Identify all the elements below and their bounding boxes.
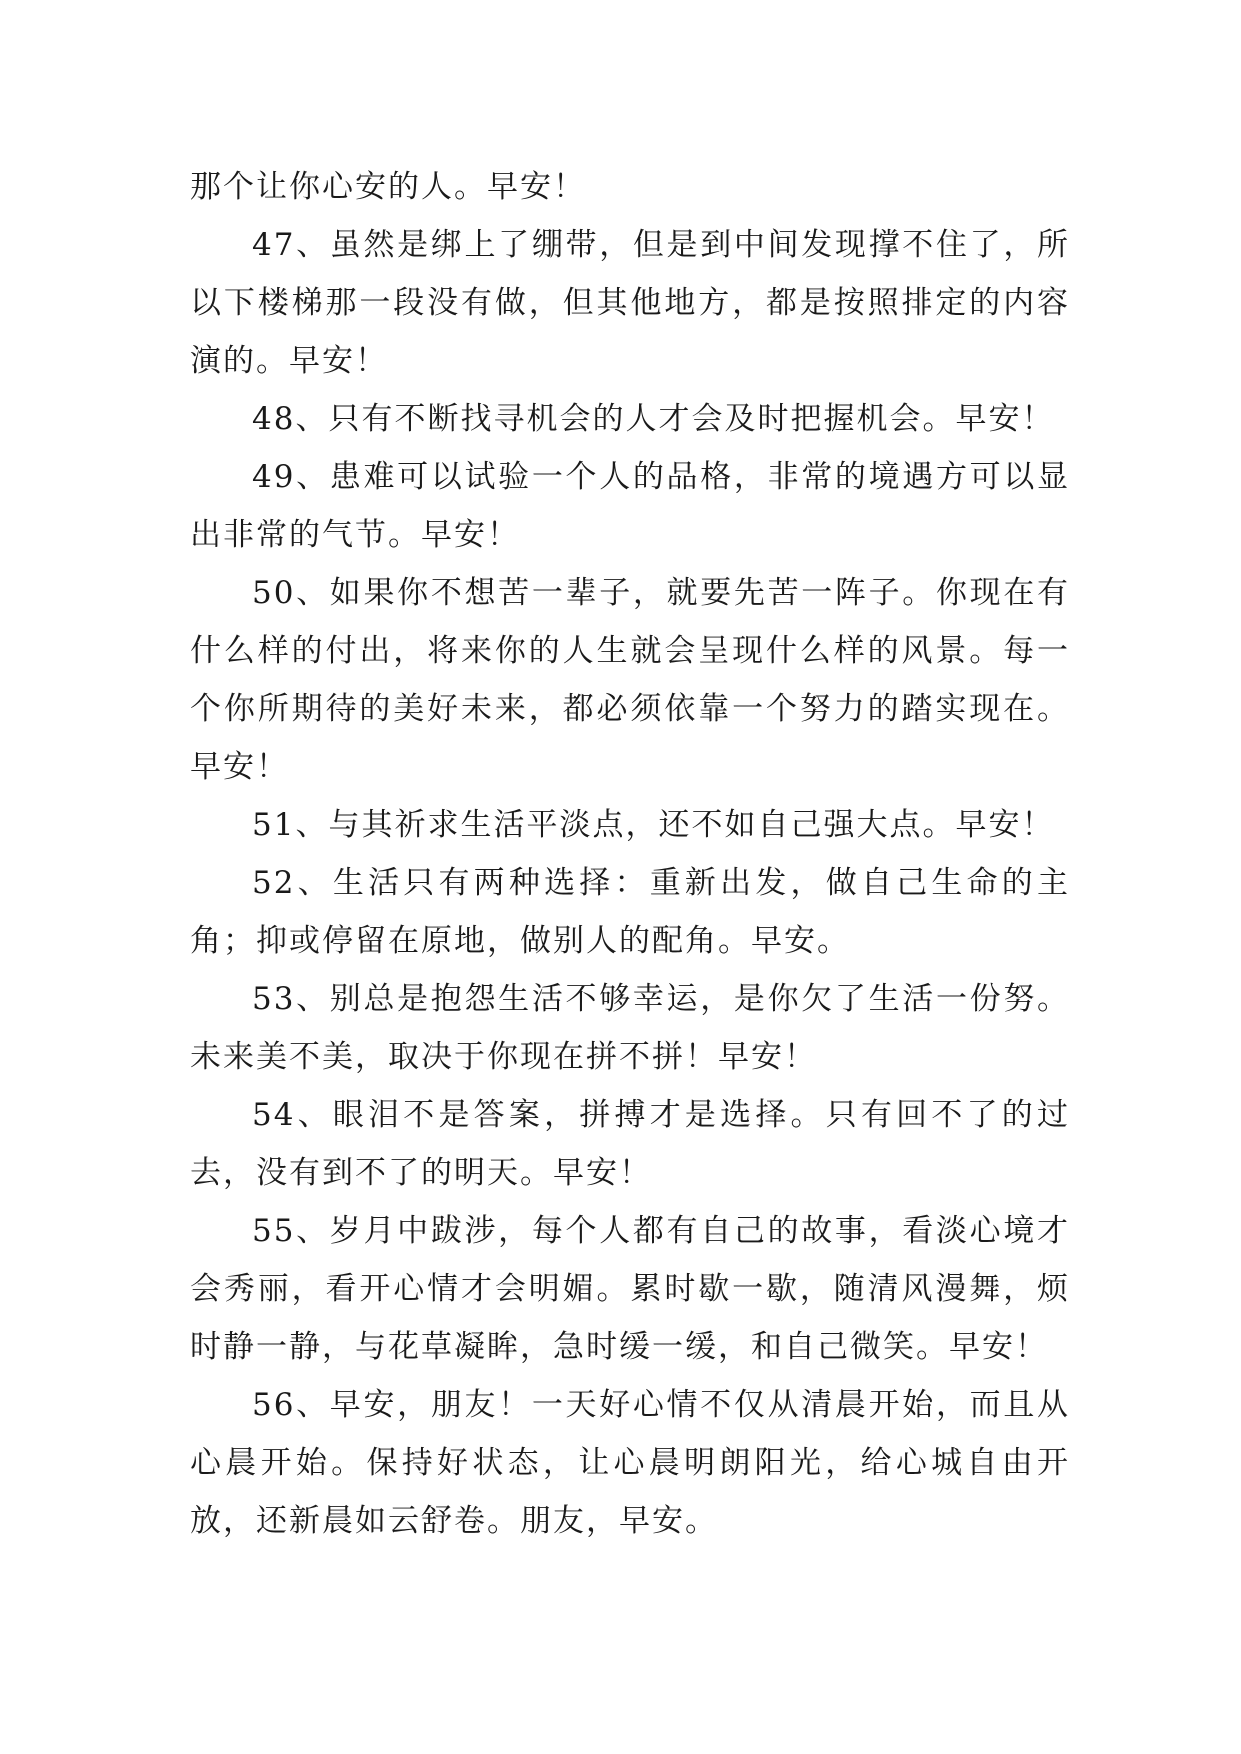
paragraph-continued: 那个让你心安的人。早安！: [190, 169, 586, 205]
paragraph-54: 54、眼泪不是答案，拼搏才是选择。只有回不了的过去，没有到不了的明天。早安！: [190, 1097, 1070, 1191]
paragraph-47: 47、虽然是绑上了绷带，但是到中间发现撑不住了，所以下楼梯那一段没有做，但其他地方，都是按照排定的内容演的。早安！: [190, 227, 1070, 379]
paragraph-51: 51、与其祈求生活平淡点，还不如自己强大点。早安！: [252, 807, 1055, 843]
paragraph-53: 53、别总是抱怨生活不够幸运，是你欠了生活一份努。未来美不美，取决于你现在拼不拼！早安！: [190, 981, 1070, 1075]
paragraph-50: 50、如果你不想苦一辈子，就要先苦一阵子。你现在有什么样的付出，将来你的人生就会呈现什么样的风景。每一个你所期待的美好未来，都必须依靠一个努力的踏实现在。早安！: [190, 575, 1070, 785]
paragraph-49: 49、患难可以试验一个人的品格，非常的境遇方可以显出非常的气节。早安！: [190, 459, 1070, 553]
document-body: [190, 158, 1070, 1550]
paragraph-55: 55、岁月中跋涉，每个人都有自己的故事，看淡心境才会秀丽，看开心情才会明媚。累时歇一歇，随清风漫舞，烦时静一静，与花草凝眸，急时缓一缓，和自己微笑。早安！: [190, 1213, 1070, 1365]
paragraph-52: 52、生活只有两种选择：重新出发，做自己生命的主角；抑或停留在原地，做别人的配角。早安。: [190, 865, 1070, 959]
paragraph-56: 56、早安，朋友！一天好心情不仅从清晨开始，而且从心晨开始。保持好状态，让心晨明朗阳光，给心城自由开放，还新晨如云舒卷。朋友，早安。: [190, 1387, 1070, 1539]
paragraph-48: 48、只有不断找寻机会的人才会及时把握机会。早安！: [252, 401, 1055, 437]
